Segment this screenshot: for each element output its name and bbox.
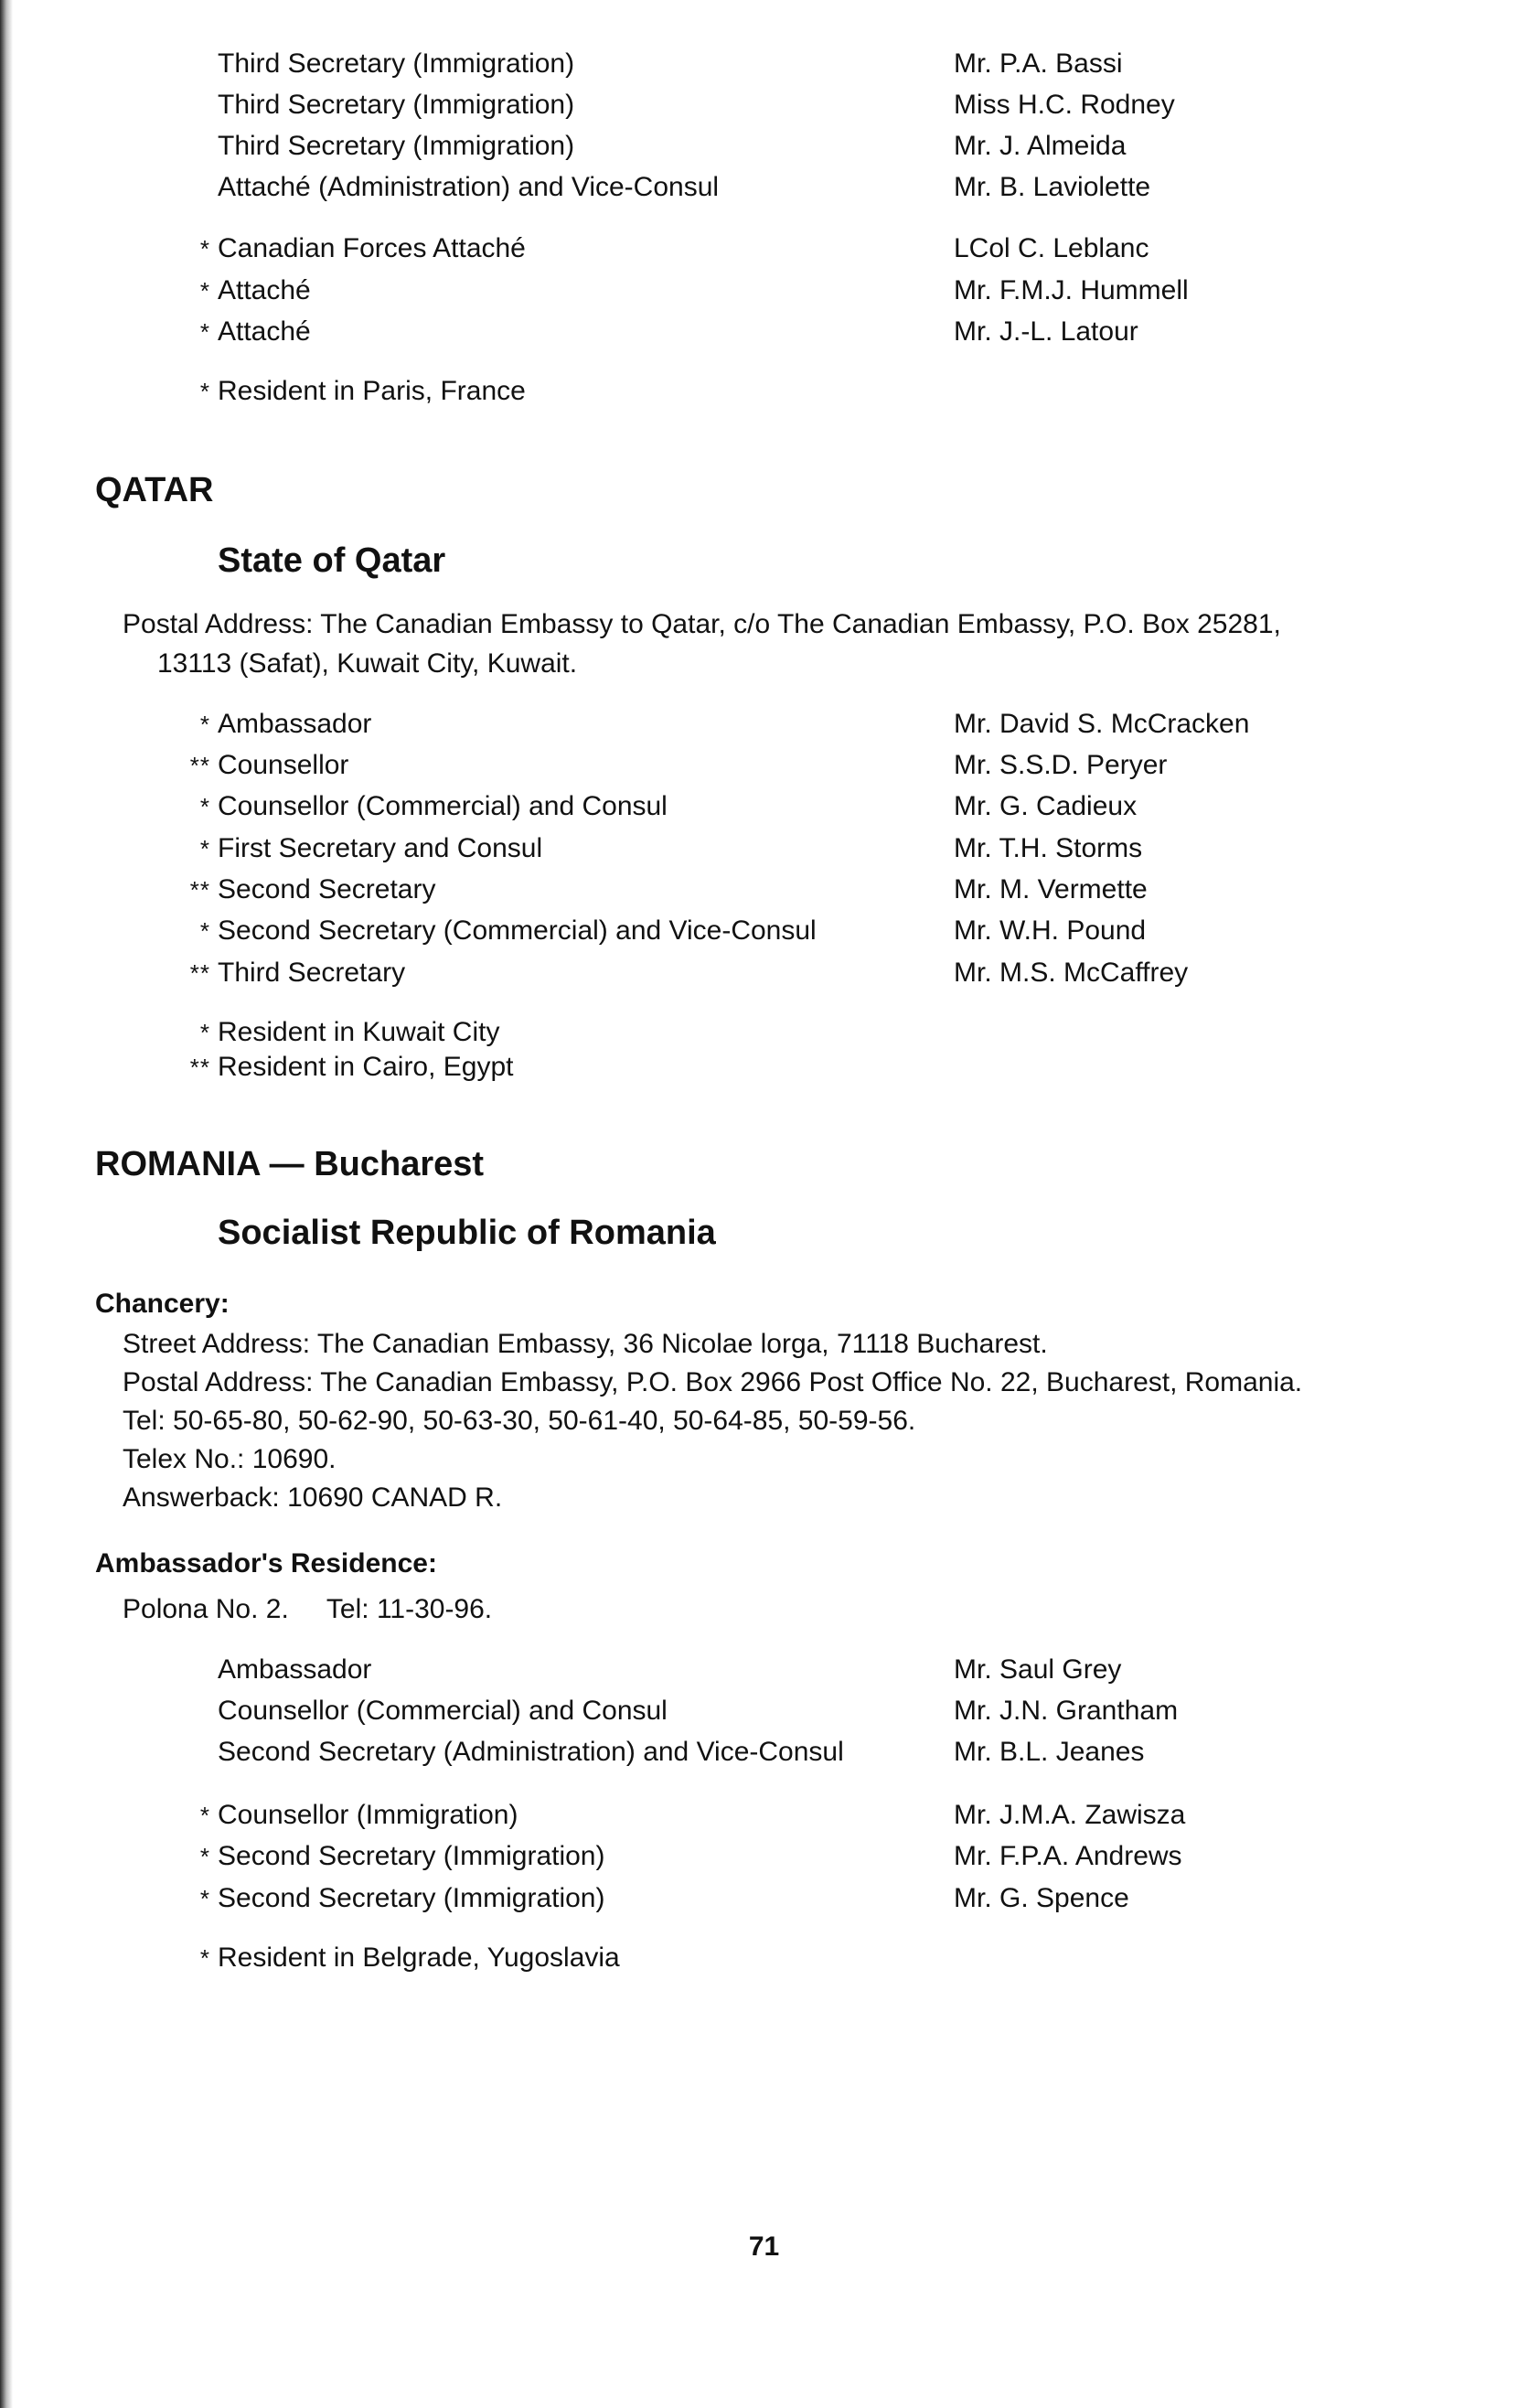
footnote-row — [0, 1938, 1528, 1978]
staff-name: Mr. J.N. Grantham — [954, 1696, 1179, 1726]
country-heading: QATAR — [95, 471, 214, 509]
staff-title: Second Secretary (Administration) and Vice-Consul — [218, 1737, 844, 1767]
staff-name: Mr. B. Laviolette — [954, 172, 1151, 202]
staff-title: Counsellor (Commercial) and Consul — [218, 1696, 668, 1726]
staff-row — [0, 126, 1528, 166]
footnote-row — [0, 1047, 1528, 1087]
staff-name: Mr. J. Almeida — [954, 131, 1127, 161]
telex-line: Telex No.: 10690. — [123, 1444, 337, 1474]
staff-row — [0, 953, 1528, 993]
staff-marker: ** — [189, 752, 210, 779]
staff-marker: ** — [189, 876, 210, 904]
staff-marker: * — [199, 1885, 210, 1912]
staff-name: Mr. J.-L. Latour — [954, 316, 1138, 347]
staff-title: Second Secretary — [218, 874, 436, 904]
footnote-marker: * — [199, 378, 210, 405]
staff-row — [0, 1878, 1528, 1919]
staff-name: Mr. Saul Grey — [954, 1654, 1122, 1685]
staff-title: Canadian Forces Attaché — [218, 233, 526, 263]
staff-row — [0, 829, 1528, 869]
staff-row — [0, 787, 1528, 827]
staff-name: Mr. P.A. Bassi — [954, 48, 1123, 79]
page-number: 71 — [748, 2231, 780, 2262]
staff-name: Mr. F.P.A. Andrews — [954, 1841, 1182, 1871]
footnote-marker: * — [199, 1944, 210, 1972]
staff-name: LCol C. Leblanc — [954, 233, 1149, 263]
footnote-row — [0, 371, 1528, 412]
staff-marker: * — [199, 711, 210, 738]
staff-name: Mr. G. Cadieux — [954, 791, 1138, 821]
country-full-name: State of Qatar — [218, 541, 446, 580]
footnote-text: Resident in Kuwait City — [218, 1017, 500, 1047]
staff-title: Second Secretary (Immigration) — [218, 1841, 605, 1871]
country-full-name: Socialist Republic of Romania — [218, 1214, 716, 1252]
footnote-text: Resident in Paris, France — [218, 376, 526, 406]
staff-marker: * — [199, 277, 210, 305]
staff-name: Mr. M. Vermette — [954, 874, 1148, 904]
staff-row — [0, 85, 1528, 125]
street-address: Street Address: The Canadian Embassy, 36 Nicolae lorga, 71118 Bucharest. — [123, 1329, 1048, 1359]
staff-row — [0, 1836, 1528, 1877]
staff-row — [0, 312, 1528, 352]
staff-name: Mr. T.H. Storms — [954, 833, 1143, 863]
staff-name: Miss H.C. Rodney — [954, 90, 1175, 120]
staff-row — [0, 870, 1528, 910]
staff-marker: * — [199, 1802, 210, 1829]
staff-title: Third Secretary (Immigration) — [218, 131, 575, 161]
residence-label: Ambassador's Residence: — [95, 1548, 437, 1579]
staff-name: Mr. B.L. Jeanes — [954, 1737, 1145, 1767]
staff-name: Mr. W.H. Pound — [954, 915, 1147, 946]
staff-row — [0, 167, 1528, 208]
staff-marker: * — [199, 1843, 210, 1870]
staff-row — [0, 1650, 1528, 1690]
staff-marker: * — [199, 835, 210, 862]
staff-title: Attaché — [218, 275, 311, 305]
staff-title: Third Secretary — [218, 958, 406, 988]
chancery-label: Chancery: — [95, 1289, 230, 1319]
country-heading: ROMANIA — Bucharest — [95, 1145, 485, 1183]
staff-name: Mr. David S. McCracken — [954, 709, 1250, 739]
staff-title: Third Secretary (Immigration) — [218, 48, 575, 79]
postal-address: Postal Address: The Canadian Embassy, P.O. Box 2966 Post Office No. 22, Bucharest, Romania. — [123, 1367, 1303, 1397]
footnote-marker: ** — [189, 1054, 210, 1081]
staff-title: Counsellor — [218, 750, 349, 780]
staff-title: Attaché (Administration) and Vice-Consul — [218, 172, 720, 202]
staff-title: Third Secretary (Immigration) — [218, 90, 575, 120]
staff-row — [0, 745, 1528, 786]
footnote-text: Resident in Cairo, Egypt — [218, 1052, 514, 1082]
staff-name: Mr. J.M.A. Zawisza — [954, 1800, 1186, 1830]
staff-marker: * — [199, 917, 210, 945]
footnote-marker: * — [199, 1019, 210, 1046]
staff-row — [0, 1732, 1528, 1772]
staff-row — [0, 229, 1528, 269]
staff-marker: ** — [189, 959, 210, 987]
staff-row — [0, 44, 1528, 84]
staff-title: Second Secretary (Commercial) and Vice-Consul — [218, 915, 817, 946]
staff-title: Counsellor (Immigration) — [218, 1800, 518, 1830]
staff-row — [0, 911, 1528, 951]
staff-title: First Secretary and Consul — [218, 833, 543, 863]
staff-row — [0, 704, 1528, 744]
staff-row — [0, 1795, 1528, 1835]
postal-address-continued: 13113 (Safat), Kuwait City, Kuwait. — [157, 648, 578, 679]
staff-title: Second Secretary (Immigration) — [218, 1883, 605, 1913]
staff-name: Mr. S.S.D. Peryer — [954, 750, 1168, 780]
footnote-text: Resident in Belgrade, Yugoslavia — [218, 1942, 620, 1973]
staff-marker: * — [199, 793, 210, 820]
postal-address: Postal Address: The Canadian Embassy to Qatar, c/o The Canadian Embassy, P.O. Box 25281, — [123, 609, 1281, 639]
staff-row — [0, 1691, 1528, 1731]
answerback-line: Answerback: 10690 CANAD R. — [123, 1482, 503, 1513]
staff-marker: * — [199, 235, 210, 262]
staff-title: Ambassador — [218, 1654, 372, 1685]
staff-name: Mr. G. Spence — [954, 1883, 1129, 1913]
telephone-line: Tel: 50-65-80, 50-62-90, 50-63-30, 50-61-40, 50-64-85, 50-59-56. — [123, 1406, 916, 1436]
staff-title: Counsellor (Commercial) and Consul — [218, 791, 668, 821]
staff-name: Mr. F.M.J. Hummell — [954, 275, 1189, 305]
staff-title: Ambassador — [218, 709, 372, 739]
staff-row — [0, 271, 1528, 311]
staff-title: Attaché — [218, 316, 311, 347]
residence-address: Polona No. 2. Tel: 11-30-96. — [123, 1594, 493, 1624]
staff-marker: * — [199, 318, 210, 346]
staff-name: Mr. M.S. McCaffrey — [954, 958, 1189, 988]
